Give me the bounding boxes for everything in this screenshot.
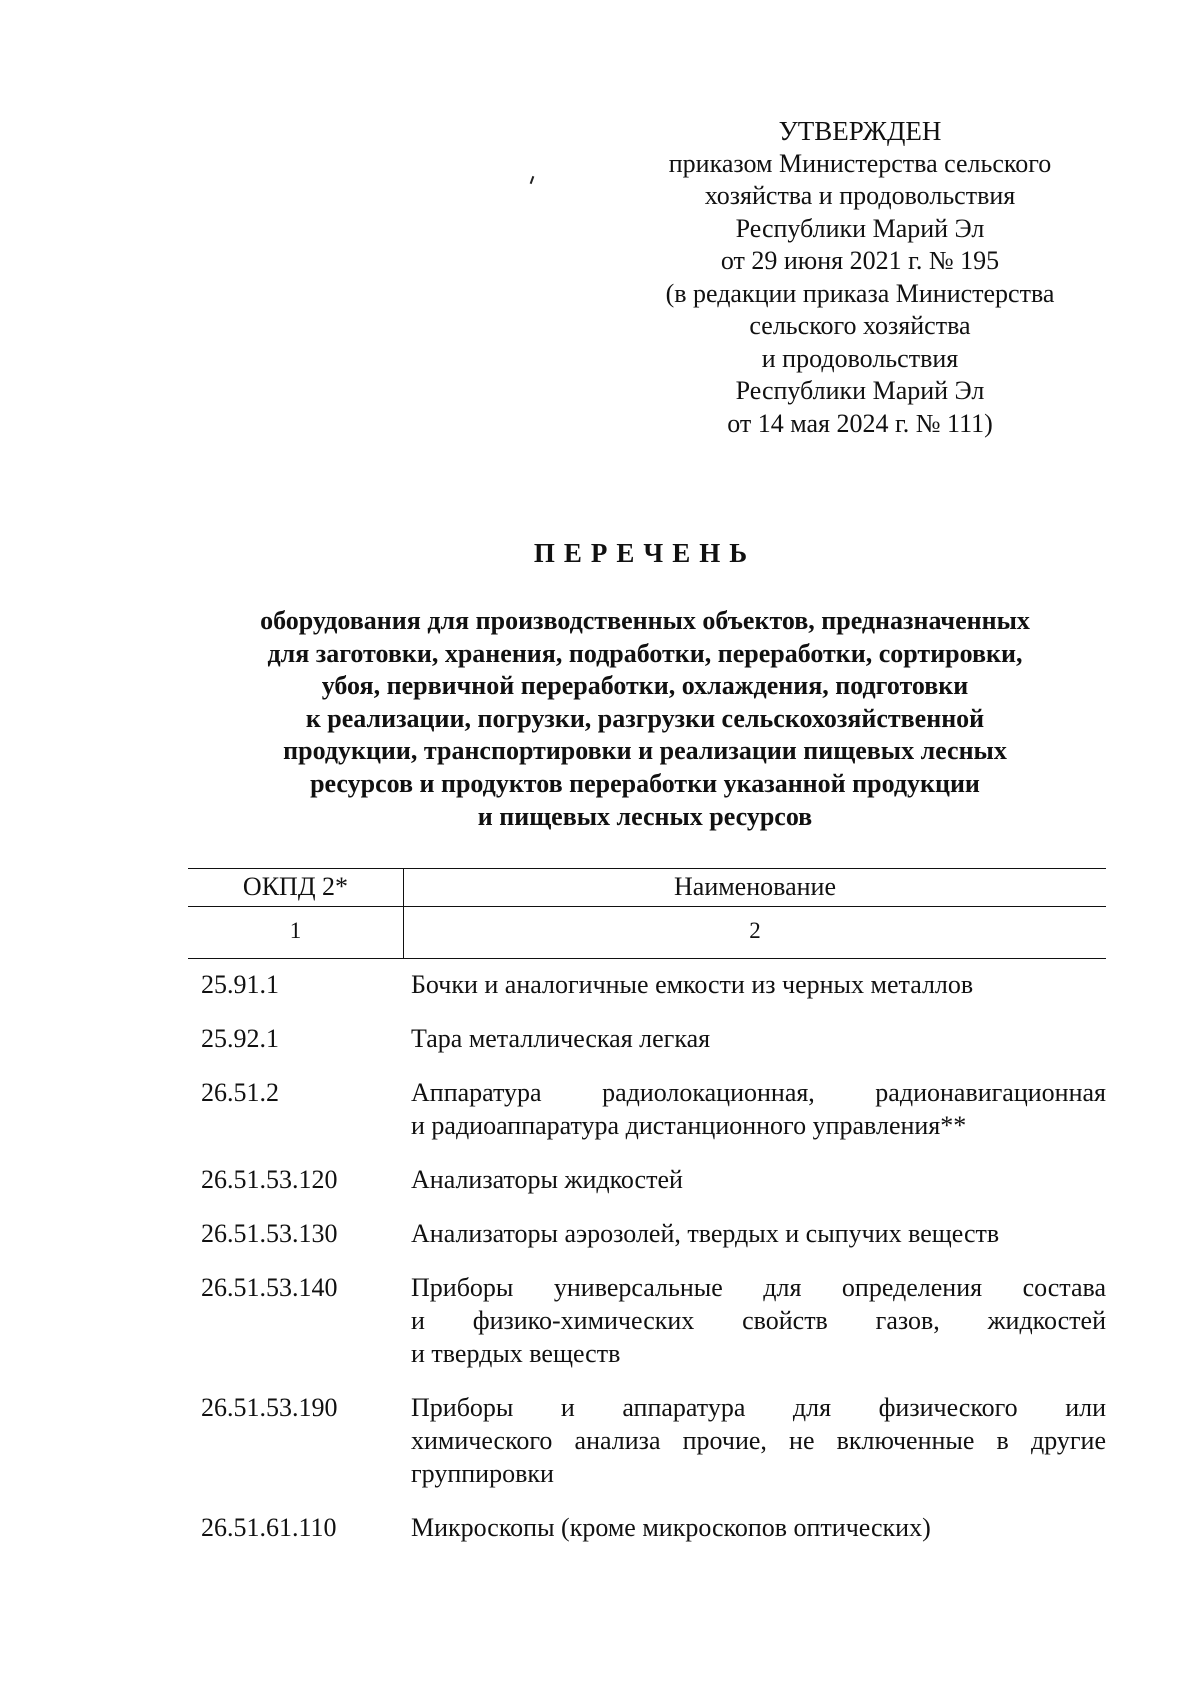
table-row <box>201 1076 1106 1142</box>
approval-line: приказом Министерства сельского <box>668 148 1052 178</box>
row-name-line: Приборы универсальные для определения состава <box>411 1273 1106 1302</box>
subtitle-line: оборудования для производственных объектов, предназначенных <box>260 606 1030 635</box>
table-body <box>201 968 1106 1565</box>
column-number-2: 2 <box>749 918 761 943</box>
row-name-line: химического анализа прочие, не включенные в другие <box>411 1426 1106 1455</box>
row-name-line: Приборы и аппаратура для физического или <box>411 1393 1106 1422</box>
table-row <box>201 1217 1106 1250</box>
row-code: 26.51.2 <box>201 1078 279 1107</box>
approval-line: от 14 мая 2024 г. № 111) <box>727 408 993 438</box>
subtitle-line: ресурсов и продуктов переработки указанной продукции <box>310 768 980 798</box>
row-name-line: Бочки и аналогичные емкости из черных металлов <box>411 970 974 999</box>
subtitle-line: продукции, транспортировки и реализации пищевых лесных <box>283 736 1007 766</box>
approval-line: сельского хозяйства <box>749 311 971 340</box>
row-name-line: Тара металлическая легкая <box>411 1024 711 1053</box>
approval-line: УТВЕРЖДЕН <box>778 116 942 146</box>
row-name-line: Аппаратура радиолокационная, радионавигационная <box>411 1078 1106 1107</box>
table-top-rule <box>188 868 1106 869</box>
row-name-line: Анализаторы жидкостей <box>411 1165 683 1194</box>
approval-line: Республики Марий Эл <box>735 376 985 405</box>
row-name <box>411 1163 1106 1196</box>
table-row <box>201 968 1106 1001</box>
approval-line: Республики Марий Эл <box>735 213 985 243</box>
row-name-line: Анализаторы аэрозолей, твердых и сыпучих веществ <box>411 1219 1000 1248</box>
row-name-line: и радиоаппаратура дистанционного управления** <box>411 1111 967 1140</box>
table-row <box>201 1163 1106 1196</box>
approval-block <box>640 115 1080 440</box>
approval-line: и продовольствия <box>761 343 959 373</box>
approval-line: хозяйства и продовольствия <box>704 181 1016 210</box>
subtitle-line: для заготовки, хранения, подработки, переработки, сортировки, <box>267 638 1023 668</box>
table-header <box>188 868 1106 960</box>
column-number-1: 1 <box>289 918 302 943</box>
scan-mark <box>530 176 535 184</box>
subtitle-line: убоя, первичной переработки, охлаждения, подготовки <box>321 671 969 701</box>
row-code: 26.51.61.110 <box>201 1513 337 1542</box>
row-code: 25.91.1 <box>201 970 279 999</box>
document-title: ПЕРЕЧЕНЬ <box>533 538 757 568</box>
header-name: Наименование <box>674 872 836 901</box>
row-code: 26.51.53.190 <box>201 1393 338 1422</box>
row-name-line: группировки <box>411 1459 554 1488</box>
document-subtitle <box>150 605 1140 833</box>
row-code: 26.51.53.140 <box>201 1273 338 1302</box>
table-header-rule <box>188 906 1106 907</box>
subtitle-line: и пищевых лесных ресурсов <box>477 801 813 831</box>
row-name-line: и физико-химических свойств газов, жидкостей <box>411 1306 1106 1335</box>
row-name <box>411 968 1106 1001</box>
row-code: 26.51.53.130 <box>201 1219 338 1248</box>
row-name-line: Микроскопы (кроме микроскопов оптических) <box>411 1513 931 1542</box>
row-name-line: и твердых веществ <box>411 1339 621 1368</box>
row-name <box>411 1022 1106 1055</box>
approval-line: (в редакции приказа Министерства <box>665 278 1055 308</box>
row-name <box>411 1217 1106 1250</box>
subtitle-line: к реализации, погрузки, разгрузки сельскохозяйственной <box>305 703 985 733</box>
header-code: ОКПД 2* <box>242 872 349 901</box>
approval-line: от 29 июня 2021 г. № 195 <box>720 246 1000 275</box>
table-bottom-rule <box>188 958 1106 959</box>
row-name <box>411 1076 1106 1142</box>
row-code: 26.51.53.120 <box>201 1165 338 1194</box>
row-name <box>411 1391 1106 1490</box>
row-code: 25.92.1 <box>201 1024 279 1053</box>
table-row <box>201 1022 1106 1055</box>
row-name <box>411 1511 1106 1544</box>
table-row <box>201 1511 1106 1544</box>
table-row <box>201 1271 1106 1370</box>
row-name <box>411 1271 1106 1370</box>
table-row <box>201 1391 1106 1490</box>
